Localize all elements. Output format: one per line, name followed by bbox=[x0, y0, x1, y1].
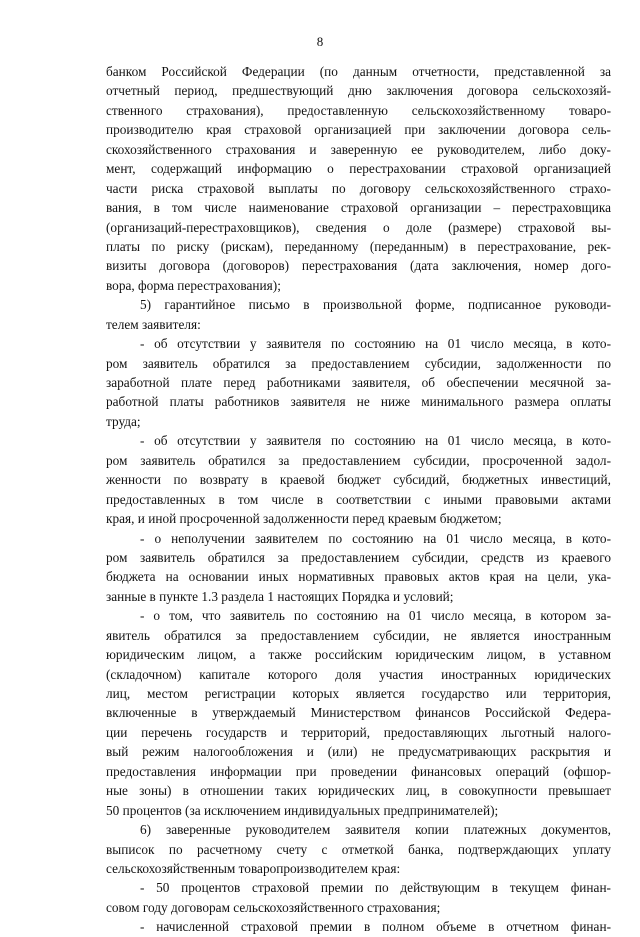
text-line: включенные в утверждаемый Министерством финансов Российской Федера- bbox=[106, 705, 611, 721]
page-number: 8 bbox=[316, 34, 324, 49]
text-line: части риска страховой выплаты по договору сельскохозяйственного страхо- bbox=[106, 180, 611, 196]
text-line: - об отсутствии у заявителя по состоянию на 01 число месяца, в кото- bbox=[140, 433, 611, 449]
text-line: - 50 процентов страховой премии по действующим в текущем финан- bbox=[140, 880, 611, 896]
text-line: - начисленной страховой премии в полном объеме в отчетном финан- bbox=[140, 919, 611, 935]
document-body bbox=[106, 62, 611, 937]
text-line: работной платы работников заявителя не ниже минимального размера оплаты bbox=[106, 394, 611, 410]
text-line: труда; bbox=[106, 413, 141, 429]
text-line: заработной плате перед работниками заявителя, об обеспечении месячной за- bbox=[106, 375, 611, 390]
text-line: предоставления информации при проведении финансовых операций (офшор- bbox=[106, 763, 611, 779]
text-line: ром заявитель обратился за предоставлением субсидии, средств из краевого bbox=[106, 549, 611, 565]
text-line: бюджета на основании иных нормативных правовых актов края на цели, ука- bbox=[106, 569, 611, 585]
text-line: ные зоны) в отношении таких юридических лиц, в совокупности превышает bbox=[106, 783, 611, 799]
text-line: 6) заверенные руководителем заявителя копии платежных документов, bbox=[140, 822, 611, 838]
text-line: ром заявитель обратился за предоставлением субсидии, просроченной задол- bbox=[106, 452, 611, 468]
text-line: лиц, местом регистрации которых является государство или территория, bbox=[106, 686, 611, 701]
text-line: платы по риску (рискам), переданному (переданным) в перестрахование, рек- bbox=[106, 238, 611, 254]
text-line: ственного страхования), предоставленную сельскохозяйственному товаро- bbox=[106, 102, 611, 118]
text-line: визиты договора (договоров) перестрахования (дата заключения, номер дого- bbox=[106, 258, 611, 274]
text-line: предоставленных в том числе в соответствии с иными правовыми актами bbox=[106, 491, 611, 507]
text-line: 5) гарантийное письмо в произвольной форме, подписанное руководи- bbox=[140, 297, 611, 313]
text-line: (организаций-перестраховщиков), сведения о доле (размере) страховой вы- bbox=[106, 219, 611, 235]
text-line: выписок по расчетному счету с отметкой банка, подтверждающих уплату bbox=[106, 841, 611, 857]
text-line: явитель обратился за предоставлением субсидии, не является иностранным bbox=[106, 627, 611, 643]
text-line: скохозяйственного страхования и заверенную ее руководителем, либо доку- bbox=[106, 141, 611, 157]
text-line: банком Российской Федерации (по данным отчетности, представленной за bbox=[106, 64, 611, 79]
text-line: отчетный период, предшествующий дню заключения договора сельскохозяй- bbox=[106, 83, 611, 99]
text-line: вора, форма перестрахования); bbox=[106, 277, 281, 293]
text-line: ции перечень государств и территорий, предоставляющих льготный налого- bbox=[106, 724, 611, 740]
text-line: - о том, что заявитель по состоянию на 01 число месяца, в котором за- bbox=[140, 608, 611, 624]
text-line: ром заявитель обратился за предоставлением субсидии, задолженности по bbox=[106, 355, 611, 371]
text-line: - об отсутствии у заявителя по состоянию на 01 число месяца, в кото- bbox=[140, 336, 611, 352]
text-line: (складочном) капитале которого доля участия иностранных юридических bbox=[106, 666, 611, 682]
text-line: совом году договорам сельскохозяйственного страхования; bbox=[106, 899, 441, 915]
text-line: производителю края страховой организацией при заключении договора сель- bbox=[106, 122, 611, 138]
text-line: занные в пункте 1.3 раздела 1 настоящих Порядка и условий; bbox=[106, 588, 454, 604]
text-line: женности по возврату в краевой бюджет субсидий, бюджетных инвестиций, bbox=[106, 472, 611, 488]
text-line: - о неполучении заявителем по состоянию на 01 число месяца, в кото- bbox=[140, 530, 611, 546]
text-line: вый режим налогообложения и (или) не предусматривающих раскрытия и bbox=[106, 744, 611, 760]
text-line: края, и иной просроченной задолженности перед краевым бюджетом; bbox=[106, 511, 502, 527]
text-line: мент, содержащий информацию о перестраховании страховой организацией bbox=[106, 161, 611, 177]
text-line: вания, в том числе наименование страховой организации – перестраховщика bbox=[106, 200, 611, 216]
text-line: телем заявителя: bbox=[106, 316, 201, 332]
text-line: сельскохозяйственным товаропроизводителем края: bbox=[106, 860, 401, 876]
text-line: 50 процентов (за исключением индивидуальных предпринимателей); bbox=[106, 802, 499, 818]
text-line: юридическим лицом, а также российским юридическим лицом, в уставном bbox=[106, 647, 611, 663]
